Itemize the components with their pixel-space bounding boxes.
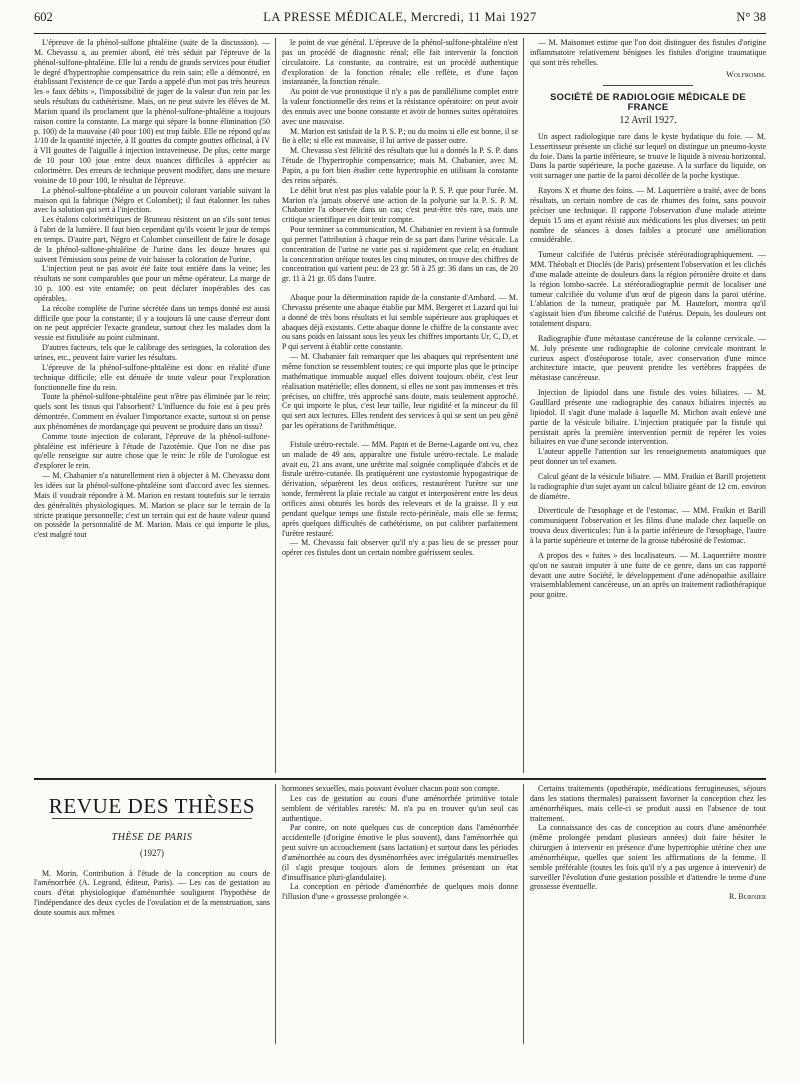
report-kyste: Un aspect radiologique rare dans le kyste hydatique du foie. — M. Lessertisseur présente un cliché sur lequel on distingue un pneumo-kyste du foie. Dans la partie inférieure, se trouve le liquide à niveau horizontal. Dans la partie supérieure, la poche gazeuse. A la surface du liquide, on voit surnager une partie de la paroi décollée de la poche kystique. xyxy=(530,131,766,181)
theses-column-1 xyxy=(34,784,270,1076)
paragraph: M. Marion est satisfait de la P. S. P.; ou du moins si elle est bonne, il se fie à elle; si elle est mauvaise, il lui arrive de passer outre. xyxy=(282,126,518,146)
issue-number: N° 38 xyxy=(736,10,766,24)
fistule-report: Fistule urétro-rectale. — MM. Papin et de Berne-Lagarde ont vu, chez un malade de 49 ans, apparaître une fistule urétro-rectale. Le malade avait eu, 21 ans avant, une urétrite mal soignée compliquée d'abcès et de fistule urétro-cutanée. Ils pratiquèrent une cystostomie hypogastrique de dérivation, séparèrent les deux orifices, restaurèrent l'urètre sur une sonde, fermèrent la plaie rectale au catgut et interposèrent entre les deux orifices ainsi obturés les bords des releveurs et de la graisse. Il y eut pendant quelque temps une fistule recto-périnéale, mais elle se ferma; après quelques difficultés de cathétérisme, on put calibrer parfaitement l'urètre restauré. xyxy=(282,439,518,538)
paragraph: La connaissance des cas de conception au cours d'une aménorrhée (même prolongée pendant plusieurs années) doit faire hésiter le chirurgien à intervenir en présence d'une hypertrophie utérine chez une aménorrhéique, quelles que soient les affirmations de la femme. Il semble préférable (toutes les fois qu'il n'y a pas urgence à intervenir) de surveiller l'évolution d'une gestation possible et d'attendre le terme d'une grossesse éventuelle. xyxy=(530,823,766,892)
section-rule xyxy=(34,778,766,780)
paragraph: le point de vue général. L'épreuve de la phénol-sulfone-phtaléine n'est pas un procédé de diagnostic rénal; elle fait intervenir la fonction circulatoire. La constante, au contraire, est un procédé authentique d'exploration de la fonction rénale; elle reflète, et d'une façon instantanée, la fonction rénale. xyxy=(282,38,518,87)
society-heading: SOCIÉTÉ DE RADIOLOGIE MÉDICALE DE FRANCE xyxy=(550,91,746,113)
report-diverticule: Diverticule de l'œsophage et de l'estomac. — MM. Fraikin et Barill communiquent l'observation et les films d'une malade chez laquelle on trouva deux diverticules: l'un à la partie inférieure de l'œsophage, l'autre à la partie supérieure et interne de la grosse tubérosité de l'estomac. xyxy=(530,506,766,545)
theses-subheading: THÈSE DE PARIS xyxy=(111,831,193,843)
paragraph: — M. Chevassu fait observer qu'il n'y a pas lieu de se presser pour opérer ces fistules dont un certain nombre guérissent seules. xyxy=(282,538,518,558)
session-date: 12 Avril 1927. xyxy=(619,115,677,127)
paragraph: Comme toute injection de colorant, l'épreuve de la phénol-sulfone-phtaléine est inférieure à l'étude de l'azotémie. Que l'on ne dise pas qu'elle renseigne sur autre chose que le rein: le rôle de l'urologue est d'explorer le rein. xyxy=(34,431,270,471)
paragraph: L'auteur appelle l'attention sur les renseignements anatomiques que peut donner un tel examen. xyxy=(530,447,766,467)
theses-heading: REVUE DES THÈSES xyxy=(48,794,256,818)
paragraph: — M. Chabanier n'a naturellement rien à objecter à M. Chevassu dont les idées sur la phénol-sulfone-phtaléine sont d'accord avec les siennes. Mais il voudrait répondre à M. Marion en restant toutefois sur le terrain des généralités physiologiques. M. Marion se place sur le terrain de la stricte pratique personnelle; c'est un terrain qui est de haute valeur quand on possède la personnalité de M. Marion. Mais ce qui importe le plus, c'est malgré tout xyxy=(34,471,270,540)
paragraph: M. Chevassu s'est félicité des résultats que lui a donnés la P. S. P. dans l'étude de l'hypertrophie compensatrice; mais M. Chabanier, avec M. Papin, a pu fort bien étudier cette hypertrophie en utilisant la constante des reins séparés. xyxy=(282,146,518,185)
column-3 xyxy=(530,38,766,773)
report-metastase: Radiographie d'une métastase cancéreuse de la colonne cervicale. — M. Joly présente une radiographie de colonne cervicale montrant le curieux aspect d'ostéoporose totale, avec conservation d'une mince architecture intacte, que peuvent prendre les vertèbres frappées de métastase cancéreuse. xyxy=(530,333,766,383)
paragraph: Toute la phénol-sulfone-phtaléine peut n'être pas éliminée par le rein; quels sont les tissus qui l'absorbent? L'influence du foie est à peu près démontrée. Comment en évaluer l'importance exacte, surtout si on pense aux phénomènes de mordançage qui peuvent se produire dans un tissu? xyxy=(34,392,270,431)
paragraph: L'épreuve de la phénol-sulfone-phtaléine est donc en réalité d'une technique difficile; elle est dénuée de toute valeur pour l'exploration fonctionnelle fine du rein. xyxy=(34,362,270,392)
column-divider xyxy=(275,784,276,1044)
paragraph: L'épreuve de la phénol-sulfone phtaléine (suite de la discussion). — M. Chevassu a, au premier abord, été très séduit par l'épreuve de la phénol-sulfone-phtaléine. Elle lui a rendu de grands services pour étudier le degré d'hypertrophie compensatrice du rein sain; elle a démontré, en établissant l'existence de ce que Tardo a appelé d'un mot pas très heureux les « faux débits », l'impossibilité de juger de la valeur d'un rein par les seuls résultats du cathétérisme. Mais, on ne peut suivre les élèves de M. Marion quand ils proclament que la phénol-sulfone-phtaléine a toujours raison contre la constante. La marge qui sépare la bonne élimination (50 p. 100) de la mauvaise (40 pour 100) est trop faible. Elle ne répond qu'au 1/10 de la quantité injectée, à II gouttes du compte gouttes officinal, à IV à VII gouttes de l'aiguille à injection intraveineuse. De plus, cette marge de 10 pour 100 joue entre deux nuances difficiles à apprécier au colorimètre. Des erreurs de technique peuvent modifier, dans une mesure voisine de 10 pour 100, le résultat de l'épreuve. xyxy=(34,38,270,185)
column-divider xyxy=(523,38,524,773)
report-calcul: Calcul géant de la vésicule biliaire. — MM. Fraikin et Barill projettent la radiographie d'un sujet ayant un calcul biliaire géant de 12 cm. environ de diamètre. xyxy=(530,471,766,501)
report-fuites: A propos des « fuites » des localisateurs. — M. Laquerrière montre qu'on ne saurait imputer à une fuite de ce genre, dans un cas rapporté devant une autre Société, le développement d'une adénopathie axillaire vraisemblablement cancéreuse, un an après un traitement radiothérapique pour goitre. xyxy=(530,550,766,600)
paragraph: Les cas de gestation au cours d'une aménorrhée primitive totale semblent de véritables raretés: M. n'a pu en trouver qu'un seul cas authentique. xyxy=(282,793,518,823)
report-foins: Rayons X et rhume des foins. — M. Laquerrière a traité, avec de bons résultats, un certain nombre de cas de rhumes des foins, sans pouvoir préciser une technique. Il rapporte l'observation d'une malade atteinte depuis 15 ans et ayant résisté aux médications les plus diverses: un petit nombre de séances à doses faibles a procuré une amélioration considérable. xyxy=(530,186,766,245)
column-1 xyxy=(34,38,270,773)
paragraph: hormones sexuelles, mais pouvant évoluer chacun pour son compte. xyxy=(282,784,500,793)
theses-column-2 xyxy=(282,784,518,1076)
column-divider xyxy=(523,784,524,1044)
paragraph: — M. Chabanier fait remarquer que les abaques qui représentent une même fonction se ressemblent toutes; ce qui importe plus que le principe mathématique immuable auquel elles doivent toujours obéir, c'est leur réalisation matérielle; elles donnent, si elles ne sont pas immenses et très précises, un chiffre, très approché sans doute, mais seulement approché. Ce qui importe le plus, c'est leur taille, leur rigidité et la minceur du fil qui sert aux lectures. Elles rendent des services à qui se sent un peu gêné par les opérations de l'arithmétique. xyxy=(282,352,518,431)
abaque-report: Abaque pour la détermination rapide de la constante d'Ambard. — M. Chevassu présente une abaque établie par MM. Bergeret et Lazard qui lui a donné de très bons résultats et lui semble supérieure aux graphiques et abaques déjà existants. Cette abaque donne le chiffre de la constante avec ou sans poids en laissant sous les yeux les chiffres importants Ur, C, D, et P qui servent à établir cette constante. xyxy=(282,293,518,352)
paragraph: Certains traitements (opothérapie, médications ferrugineuses, séjours dans les stations thermales) paraissent favoriser la conception chez les aménorrhéiques, mais celle-ci se produit aussi en l'absence de tout traitement. xyxy=(530,784,766,823)
column-divider xyxy=(275,38,276,773)
paragraph: La phénol-sulfone-phtaléine a un pouvoir colorant variable suivant la maison qui la fabrique (Négro et Colombet); il faut étalonner les tubes avec la solution qui sert à l'injection. xyxy=(34,185,270,215)
page-header xyxy=(34,8,766,32)
report-uterus: Tumeur calcifiée de l'utérus précisée stéréoradiographiquement. — MM. Théobalt et Dioclès (de Paris) présentent l'observation et les clichés d'une malade atteinte de douleurs dans la région péronière droite et dans la région lombo-sacrée. La stéréoradiographie permit de localiser une tumeur calcifiée du volume d'un œuf de pigeon dans la paroi utérine. L'ablation de la tumeur, pratiquée par M. Hautefort, montra qu'il s'agissait bien d'un fibrome calcifié de l'utérus. Depuis, les douleurs ont totalement disparu. xyxy=(530,250,766,329)
paragraph: La conception en période d'aménorrhée de quelques mois donne l'illusion d'une « grossesse prolongée ». xyxy=(282,882,518,902)
header-rule xyxy=(34,33,766,34)
paragraph: L'injection peut ne pas avoir été faite tout entière dans la veine; les résultats ne sont comparables que pour un même opérateur. La marge de 10 p. 100 est vite entamée; on peut déclarer inopérables des cas opérables. xyxy=(34,264,270,303)
page-number: 602 xyxy=(34,10,53,24)
signature: Wolfromm. xyxy=(726,69,766,79)
paragraph: Les étalons colorimétriques de Bruneau résistent un an s'ils sont tenus à l'abri de la lumière. Il faut bien cependant qu'ils voient le jour de temps en temps. D'autre part, Négro et Colombet conseillent de faire le dosage de la phénol-sulfone-phtaléine de l'urine dans les douze heures qui suivent l'émission sous peine de voir baisser la coloration de l'urine. xyxy=(34,215,270,264)
theses-column-3 xyxy=(530,784,766,1076)
separator xyxy=(603,85,693,86)
paragraph: D'autres facteurs, tels que le calibrage des seringues, la coloration des urines, etc., peuvent faire varier les résultats. xyxy=(34,343,270,362)
journal-title: LA PRESSE MÉDICALE, Mercredi, 11 Mai 1927 xyxy=(263,10,537,24)
paragraph: Pour terminer sa communication, M. Chabanier en revient à sa formule qui permet l'attribution à chaque rein de sa part dans l'urine vésicale. La concentration de l'urine ne varie pas si rapidement que cela; en étudiant la concentration uréique toutes les cinq minutes, on trouve des chiffres de concentration qui varient peu: de 23 gr. 58 à 25 gr. 36 dans un cas, de 20 gr. 11 à 21 gr. 05 dans l'autre. xyxy=(282,225,518,284)
paragraph: Par contre, on note quelques cas de conception dans l'aménorrhée accidentelle (d'origine émotive le plus souvent), dans l'aménorrhée qui peut suivre un accouchement (sans lactation) et surtout dans les périodes d'aménorrhée au cours des dysménorrhées avec irrégularités menstruelles (il s'agit presque toujours alors de femmes présentant un état d'insuffisance pluri-glandulaire). xyxy=(282,823,518,882)
thesis-summary: M. Morin. Contribution à l'étude de la conception au cours de l'aménorrhée (A. Legrand, éditeur, Paris). — Les cas de gestation au cours d'état physiologique d'aménorrhée soulignent l'hypothèse de l'indépendance des deux cycles de l'ovulation et de la menstruation, sans doute soumis aux mêmes xyxy=(34,868,270,917)
paragraph: La récolte complète de l'urine sécrétée dans un temps donné est aussi difficile que pour la constante; il y a toujours là une cause d'erreur dont on ne peut apprécier l'exacte grandeur, surtout chez les malades dont la vessie est fistulisée au point culminant. xyxy=(34,303,270,343)
paragraph: Le débit brut n'est pas plus valable pour la P. S. P. que pour l'urée. M. Marion n'a jamais observé une action de la polyurie sur la P. S. P. M. Chabanier l'a observée dans un cas; c'est peut-être très rare, mais une critique scientifique en doit tenir compte. xyxy=(282,185,518,225)
paragraph: Au point de vue pronostique il n'y a pas de parallélisme complet entre la valeur fonctionnelle des reins et la résistance opératoire: on peut avoir des ennuis avec une bonne constante et avoir de bonnes suites opératoires avec une mauvaise. xyxy=(282,87,518,126)
column-2 xyxy=(282,38,518,773)
report-lipiodol: Injection de lipiodol dans une fistule des voies biliaires. — M. Gaulllard présente une radiographie des canaux biliaires injectés au lipiodol. Il s'agit d'une malade à laquelle M. Michon avait enlevé une partie de la vésicule biliaire. L'injection pratiquée par la fistule qui persistait après la première intervention permit de repérer les voies biliaires en vue d'une seconde intervention. xyxy=(530,388,766,447)
theses-year: (1927) xyxy=(140,847,164,858)
signature: R. Burnier xyxy=(728,892,766,902)
paragraph: — M. Maisonnet estime que l'on doit distinguer des fistules d'origine inflammatoire relativement bénignes les fistules d'origine traumatique qui sont très rebelles. xyxy=(530,38,766,67)
